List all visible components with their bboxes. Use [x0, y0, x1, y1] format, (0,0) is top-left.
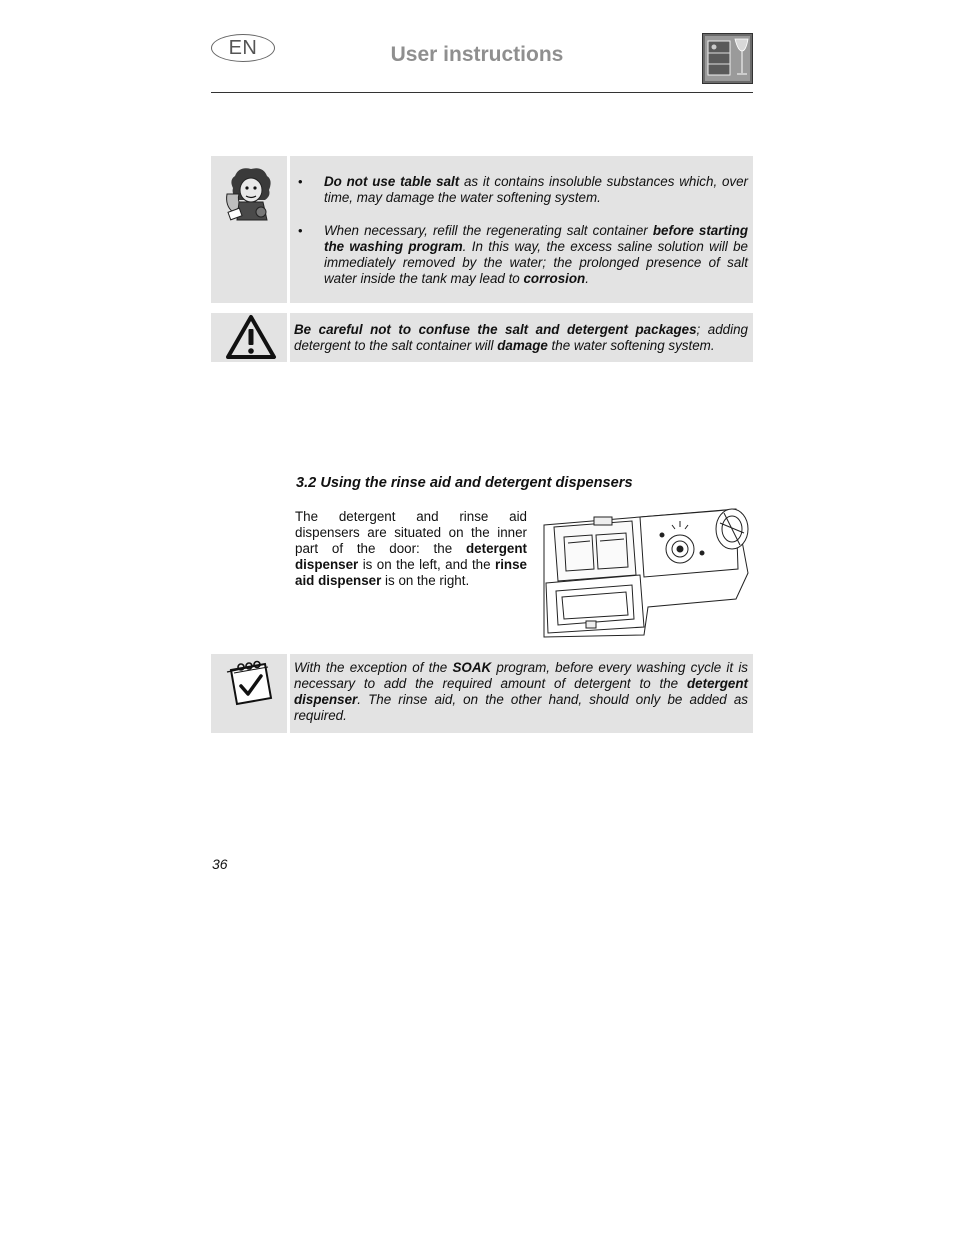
- soak-note-text: With the exception of the SOAK program, before every washing cycle it is necessary to add the required amount of detergent to the detergent dispenser. The rinse aid, on the other hand, should only be added as required.: [290, 654, 753, 733]
- page-title: User instructions: [390, 43, 564, 66]
- cartoon-character-icon: [221, 166, 277, 224]
- dispenser-intro-text: The detergent and rinse aid dispensers are situated on the inner part of the door: the detergent dispenser is on the left, and the rinse aid dispenser is on the right.: [295, 509, 527, 588]
- soak-note-box: [211, 654, 753, 733]
- header-divider: [211, 92, 753, 93]
- warning-triangle-icon: [225, 314, 277, 360]
- language-badge: EN: [211, 34, 275, 62]
- salt-note-box: [211, 156, 753, 303]
- soak-note-icon-cell: [211, 654, 287, 733]
- dishwasher-logo-icon: [702, 33, 753, 84]
- salt-note-text: [290, 156, 753, 303]
- warning-text: Be careful not to confuse the salt and detergent packages; adding detergent to the salt container will damage the water softening system.: [290, 313, 753, 362]
- warning-icon-cell: [211, 313, 287, 362]
- section-heading: 3.2 Using the rinse aid and detergent dispensers: [296, 475, 633, 491]
- page-number: 36: [212, 856, 228, 872]
- warning-box: [211, 313, 753, 362]
- dispenser-illustration: [540, 503, 752, 639]
- notepad-checkmark-icon: [225, 658, 275, 708]
- salt-note-icon-cell: [211, 156, 287, 303]
- salt-bullet-2: • When necessary, refill the regenerating salt container before starting the washing program. In this way, the excess saline solution will be immediately removed by the water; the prolonged presence of salt water inside the tank may lead to corrosion.: [294, 223, 748, 287]
- salt-bullet-1: • Do not use table salt as it contains insoluble substances which, over time, may damage the water softening system.: [294, 174, 748, 206]
